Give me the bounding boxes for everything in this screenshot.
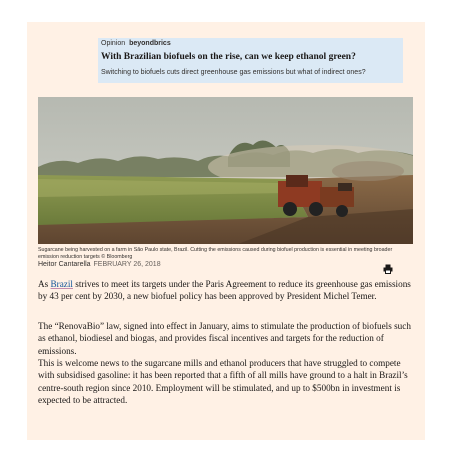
article-paragraph-3: This is welcome news to the sugarcane mills and ethanol producers that have struggled to compete with subsidised gasoline: it has been reported that a fifth of all mills have ground to a halt in Brazil’s centre-south region since 2010. Employment will be stimulated, and up to $500bn in investment is expected to be attracted. — [38, 358, 408, 406]
column-beyondbrics-link[interactable]: beyondbrics — [129, 40, 171, 47]
article-header — [98, 38, 403, 83]
sugarcane-harvest-photo — [38, 97, 413, 244]
photo-caption: Sugarcane being harvested on a farm in São Paulo state, Brazil. Cutting the emissions caused during biofuel production is essential in meeting broader emission reduction targets © Bloomberg — [38, 247, 393, 260]
author-link[interactable]: Heitor Cantarella — [38, 261, 91, 268]
article-paragraph-2: The “RenovaBio” law, signed into effect in January, aims to stimulate the production of biofuels such as ethanol, biodiesel and biogas, and provides fiscal incentives and targets for the reduction of emissions. — [38, 321, 411, 356]
article-title: With Brazilian biofuels on the rise, can we keep ethanol green? — [101, 52, 356, 62]
article-standfirst: Switching to biofuels cuts direct greenhouse gas emissions but what of indirect ones? — [101, 69, 366, 76]
publish-date: FEBRUARY 26, 2018 — [93, 261, 161, 268]
article-paragraph-1: As Brazil strives to meet its targets under the Paris Agreement to reduce its greenhouse gas emissions by 43 per cent by 2030, a new biofuel policy has been approved by President Michel Temer. — [38, 279, 411, 302]
photo-illustration — [38, 97, 413, 244]
section-label — [101, 40, 171, 47]
print-icon[interactable] — [383, 261, 393, 271]
section-opinion-link[interactable]: Opinion — [101, 40, 126, 47]
brazil-link[interactable]: Brazil — [50, 279, 73, 289]
byline — [38, 261, 161, 268]
